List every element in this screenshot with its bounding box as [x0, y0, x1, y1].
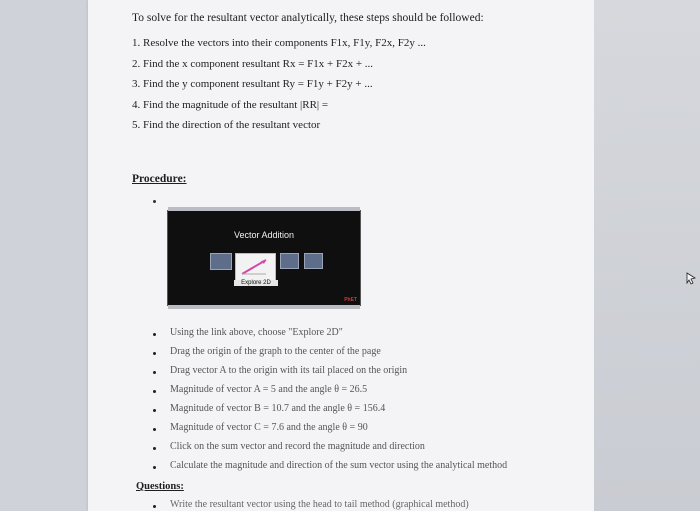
intro-text: To solve for the resultant vector analytically, these steps should be followed: [132, 12, 484, 24]
step-item: 5. Find the direction of the resultant vector [132, 119, 321, 131]
explore-2d-label: Explore 2D [234, 280, 278, 286]
procedure-heading: Procedure: [132, 173, 187, 185]
simulation-thumbnail[interactable] [167, 210, 361, 306]
thumbnail-bottom-bar [168, 305, 360, 309]
side-panel [594, 0, 700, 511]
cursor-icon [686, 270, 700, 288]
mode-tile-icon[interactable] [210, 253, 232, 270]
procedure-list [150, 327, 507, 479]
mode-tile-icon[interactable] [304, 253, 323, 269]
procedure-item: Drag vector A to the origin with its tail placed on the origin [150, 365, 507, 384]
step-item: 1. Resolve the vectors into their components F1x, F1y, F2x, F2y ... [132, 37, 426, 49]
step-item: 2. Find the x component resultant Rx = F1x + F2x + ... [132, 57, 374, 70]
simulation-title: Vector Addition [233, 230, 295, 240]
procedure-item: Click on the sum vector and record the magnitude and direction [150, 441, 507, 460]
phet-logo: PhET [344, 297, 357, 303]
questions-heading: Questions: [136, 481, 184, 492]
mode-tile-icon[interactable] [280, 253, 299, 269]
vector-arrow-icon [236, 254, 275, 280]
bullet-dot [153, 200, 156, 203]
step-item: 4. Find the magnitude of the resultant |RR| = [132, 98, 329, 111]
procedure-item: Magnitude of vector C = 7.6 and the angle θ = 90 [150, 422, 507, 441]
procedure-item: Using the link above, choose "Explore 2D" [150, 327, 507, 346]
step-item: 3. Find the y component resultant Ry = F1y + F2y + ... [132, 78, 373, 90]
procedure-item: Drag the origin of the graph to the center of the page [150, 346, 507, 365]
procedure-item: Magnitude of vector B = 10.7 and the angle θ = 156.4 [150, 403, 507, 422]
question-item: Write the resultant vector using the head to tail method (graphical method) [150, 499, 469, 510]
steps-list [132, 37, 426, 140]
explore-2d-tile[interactable] [235, 253, 276, 281]
procedure-item: Magnitude of vector A = 5 and the angle θ = 26.5 [150, 384, 507, 403]
thumbnail-top-bar [168, 207, 360, 211]
procedure-item: Calculate the magnitude and direction of the sum vector using the analytical method [150, 460, 507, 479]
